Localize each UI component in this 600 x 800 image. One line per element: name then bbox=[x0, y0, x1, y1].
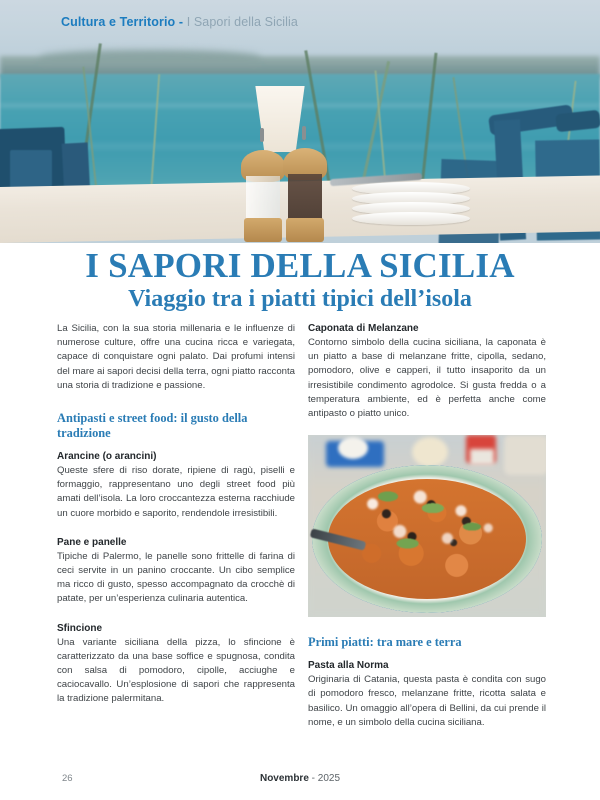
breadcrumb-section: Cultura e Territorio - bbox=[61, 15, 184, 29]
section-heading-antipasti: Antipasti e street food: il gusto della tradizione bbox=[57, 411, 248, 441]
subsection-heading-panelle: Pane e panelle bbox=[57, 536, 127, 548]
issue-label bbox=[0, 773, 600, 784]
salt-grinder-knob bbox=[260, 128, 264, 142]
subsection-text-norma: Originaria di Catania, questa pasta è condita con sugo di pomodoro fresco, melanzane fritte, ricotta salata e basilico. Un omaggio all’opera di Bellini, da cui prende il nome, e un simbolo della cucina siciliana. bbox=[308, 674, 546, 728]
pepper-grinder-base bbox=[286, 218, 324, 242]
pasta-photo bbox=[308, 435, 546, 617]
plate-stack bbox=[352, 182, 472, 230]
subsection-heading-caponata: Caponata di Melanzane bbox=[308, 323, 419, 334]
subsection-text-arancine: Queste sfere di riso dorate, ripiene di ragù, piselli e formaggio, rappresentano uno degli street food più amati dell’isola. La loro croccantezza esterna racchiude un cuore morbido e saporito, rendendole irresistibili. bbox=[57, 465, 295, 519]
page-subtitle: Viaggio tra i piatti tipici dell’isola bbox=[128, 285, 472, 312]
section-heading-primi: Primi piatti: tra mare e terra bbox=[308, 635, 462, 650]
issue-year: 2025 bbox=[317, 773, 341, 784]
title-block bbox=[0, 248, 600, 312]
subsection-heading-arancine: Arancine (o arancini) bbox=[57, 451, 157, 463]
pepper-grinder-knob bbox=[302, 126, 306, 140]
subsection-text-sfincione: Una variante siciliana della pizza, lo sfincione è caratterizzato da una base soffice e spugnosa, condita con salsa di pomodoro, cipolle, acciughe e caciocavallo. Un’esplosione di sapori che rappresenta la tradizione palermitana. bbox=[57, 636, 295, 705]
plate bbox=[352, 212, 470, 225]
subsection-text-panelle: Tipiche di Palermo, le panelle sono frittelle di farina di ceci servite in un panino croccante. Un cibo semplice ma ricco di gusto, spesso accompagnato da crocchè di patate, per un’esperienza culinaria autentica. bbox=[57, 550, 295, 605]
pasta-photo-red-label bbox=[470, 449, 494, 465]
subsection-text-caponata: Contorno simbolo della cucina siciliana, la caponata è un piatto a base di melanzane fritte, cipolla, sedano, pomodoro, olive e capperi, il tutto insaporito da un irresistibile condimento agrodolce. Si gusta fredda o a temperatura ambiente, ed è perfetta anche come antipasto o piatto unico. bbox=[308, 337, 546, 420]
right-column bbox=[308, 322, 546, 730]
left-column bbox=[57, 322, 295, 707]
intro-paragraph: La Sicilia, con la sua storia millenaria e le influenze di numerose culture, offre una cucina ricca e variegata, capace di conquistare ogni palato. Dai profumi intensi del mare ai sapori decisi della terra, ogni piatto racconta una storia di tradizione e passione. bbox=[57, 323, 295, 391]
page-number: 26 bbox=[62, 773, 73, 784]
page-title: I SAPORI DELLA SICILIA bbox=[85, 246, 515, 285]
issue-month: Novembre bbox=[259, 773, 309, 784]
issue-separator: - bbox=[308, 773, 318, 784]
breadcrumb-article: I Sapori della Sicilia bbox=[186, 15, 298, 29]
page-footer bbox=[0, 764, 600, 800]
breadcrumb bbox=[61, 15, 298, 29]
subsection-heading-norma: Pasta alla Norma bbox=[308, 660, 389, 672]
subsection-heading-sfincione: Sfincione bbox=[57, 622, 103, 634]
salt-grinder-base bbox=[244, 218, 282, 242]
pasta-photo-basket bbox=[504, 435, 546, 475]
hero-image bbox=[0, 0, 600, 243]
pasta-basil bbox=[360, 483, 500, 567]
